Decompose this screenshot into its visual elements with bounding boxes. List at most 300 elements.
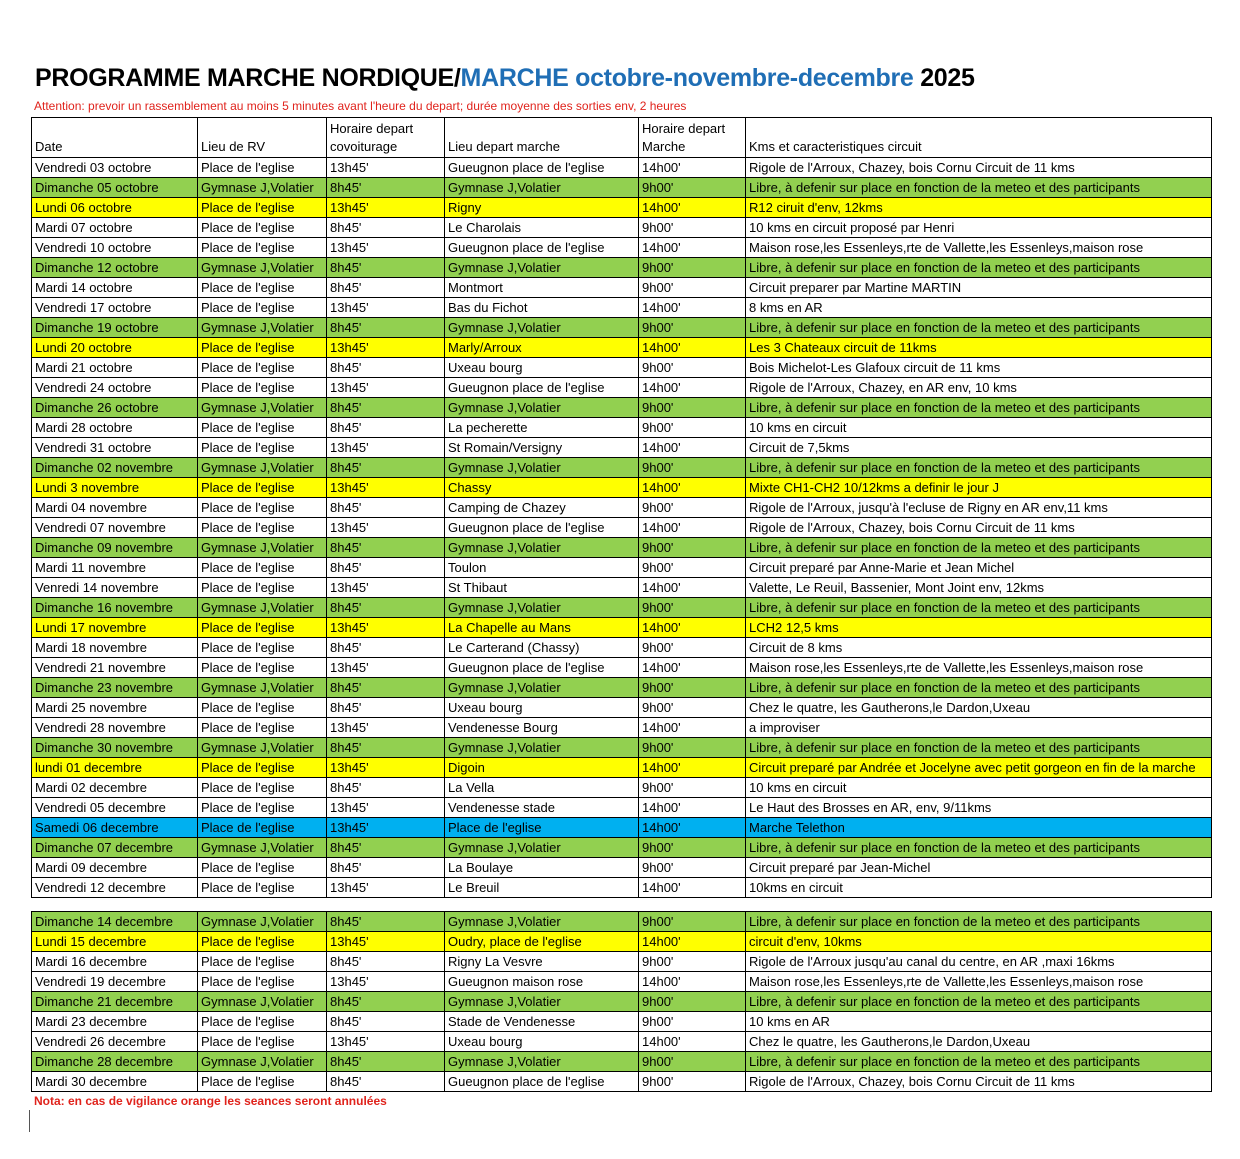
date-cell: Mardi 30 decembre — [32, 1072, 198, 1092]
lieu-depart-cell: Gymnase J,Volatier — [445, 678, 639, 698]
lieu-rv-cell: Place de l'eglise — [198, 798, 327, 818]
table-row — [32, 458, 1212, 478]
lieu-rv-cell: Gymnase J,Volatier — [198, 178, 327, 198]
date-cell: Dimanche 23 novembre — [32, 678, 198, 698]
lieu-rv-cell: Gymnase J,Volatier — [198, 258, 327, 278]
lieu-depart-cell: Marly/Arroux — [445, 338, 639, 358]
horaire-covoiturage-cell: 8h45' — [327, 458, 445, 478]
lieu-depart-cell: Rigny La Vesvre — [445, 952, 639, 972]
horaire-covoiturage-cell: 8h45' — [327, 398, 445, 418]
lieu-rv-cell: Place de l'eglise — [198, 158, 327, 178]
date-cell: lundi 01 decembre — [32, 758, 198, 778]
horaire-covoiturage-cell: 13h45' — [327, 298, 445, 318]
horaire-covoiturage-cell: 13h45' — [327, 338, 445, 358]
table-row — [32, 158, 1212, 178]
table-row — [32, 798, 1212, 818]
table-row — [32, 438, 1212, 458]
horaire-covoiturage-cell: 8h45' — [327, 258, 445, 278]
date-cell: Lundi 17 novembre — [32, 618, 198, 638]
date-cell: Lundi 20 octobre — [32, 338, 198, 358]
date-cell: Mardi 04 novembre — [32, 498, 198, 518]
date-cell: Mardi 21 octobre — [32, 358, 198, 378]
date-cell: Mardi 25 novembre — [32, 698, 198, 718]
horaire-marche-cell: 9h00' — [639, 318, 746, 338]
kms-cell: Libre, à defenir sur place en fonction de la meteo et des participants — [746, 992, 1212, 1012]
table-row — [32, 218, 1212, 238]
horaire-marche-cell: 14h00' — [639, 932, 746, 952]
horaire-covoiturage-cell: 8h45' — [327, 992, 445, 1012]
kms-cell: 10kms en circuit — [746, 878, 1212, 898]
table-row — [32, 278, 1212, 298]
lieu-rv-cell: Place de l'eglise — [198, 238, 327, 258]
lieu-depart-cell: Digoin — [445, 758, 639, 778]
kms-cell: Chez le quatre, les Gautherons,le Dardon,Uxeau — [746, 1032, 1212, 1052]
lieu-depart-cell: Vendenesse stade — [445, 798, 639, 818]
date-cell: Vendredi 21 novembre — [32, 658, 198, 678]
lieu-rv-cell: Place de l'eglise — [198, 778, 327, 798]
horaire-marche-cell: 9h00' — [639, 838, 746, 858]
table-row — [32, 838, 1212, 858]
schedule-table — [31, 117, 1212, 898]
table-row — [32, 912, 1212, 932]
horaire-marche-cell: 14h00' — [639, 478, 746, 498]
table-row — [32, 878, 1212, 898]
date-cell: Vendredi 03 octobre — [32, 158, 198, 178]
horaire-covoiturage-cell: 13h45' — [327, 878, 445, 898]
date-cell: Dimanche 30 novembre — [32, 738, 198, 758]
lieu-rv-cell: Place de l'eglise — [198, 518, 327, 538]
table-row — [32, 418, 1212, 438]
lieu-rv-cell: Place de l'eglise — [198, 858, 327, 878]
lieu-depart-cell: La pecherette — [445, 418, 639, 438]
horaire-covoiturage-cell: 8h45' — [327, 638, 445, 658]
table-row — [32, 398, 1212, 418]
lieu-rv-cell: Place de l'eglise — [198, 198, 327, 218]
horaire-marche-cell: 9h00' — [639, 1012, 746, 1032]
title-part2: MARCHE octobre-novembre-decembre — [460, 64, 914, 92]
horaire-covoiturage-cell: 13h45' — [327, 718, 445, 738]
lieu-depart-cell: Gueugnon place de l'eglise — [445, 238, 639, 258]
kms-cell: Bois Michelot-Les Glafoux circuit de 11 kms — [746, 358, 1212, 378]
lieu-depart-cell: Le Carterand (Chassy) — [445, 638, 639, 658]
lieu-depart-cell: Place de l'eglise — [445, 818, 639, 838]
lieu-rv-cell: Place de l'eglise — [198, 698, 327, 718]
lieu-depart-cell: Gueugnon place de l'eglise — [445, 1072, 639, 1092]
lieu-rv-cell: Place de l'eglise — [198, 932, 327, 952]
date-cell: Dimanche 07 decembre — [32, 838, 198, 858]
table-row — [32, 238, 1212, 258]
lieu-rv-cell: Place de l'eglise — [198, 218, 327, 238]
lieu-depart-cell: Gymnase J,Volatier — [445, 178, 639, 198]
table-row — [32, 758, 1212, 778]
horaire-covoiturage-cell: 13h45' — [327, 798, 445, 818]
horaire-covoiturage-cell: 8h45' — [327, 358, 445, 378]
lieu-rv-cell: Place de l'eglise — [198, 278, 327, 298]
table-row — [32, 678, 1212, 698]
kms-cell: Circuit preparer par Martine MARTIN — [746, 278, 1212, 298]
date-cell: Mardi 02 decembre — [32, 778, 198, 798]
date-cell: Vendredi 17 octobre — [32, 298, 198, 318]
nota-note: Nota: en cas de vigilance orange les seances seront annulées — [34, 1094, 387, 1108]
horaire-marche-cell: 14h00' — [639, 658, 746, 678]
horaire-marche-cell: 14h00' — [639, 718, 746, 738]
lieu-rv-cell: Place de l'eglise — [198, 498, 327, 518]
kms-cell: Rigole de l'Arroux, Chazey, bois Cornu Circuit de 11 kms — [746, 518, 1212, 538]
lieu-rv-cell: Place de l'eglise — [198, 338, 327, 358]
horaire-covoiturage-cell: 13h45' — [327, 198, 445, 218]
horaire-covoiturage-cell: 8h45' — [327, 678, 445, 698]
horaire-covoiturage-cell: 13h45' — [327, 578, 445, 598]
horaire-covoiturage-cell: 8h45' — [327, 538, 445, 558]
lieu-depart-cell: Gymnase J,Volatier — [445, 458, 639, 478]
lieu-depart-cell: St Thibaut — [445, 578, 639, 598]
kms-cell: Circuit de 7,5kms — [746, 438, 1212, 458]
date-cell: Mardi 09 decembre — [32, 858, 198, 878]
horaire-marche-cell: 9h00' — [639, 952, 746, 972]
kms-cell: LCH2 12,5 kms — [746, 618, 1212, 638]
table-row — [32, 972, 1212, 992]
kms-cell: Libre, à defenir sur place en fonction de la meteo et des participants — [746, 258, 1212, 278]
table-row — [32, 378, 1212, 398]
kms-cell: 10 kms en AR — [746, 1012, 1212, 1032]
kms-cell: Circuit preparé par Andrée et Jocelyne avec petit gorgeon en fin de la marche — [746, 758, 1212, 778]
date-cell: Dimanche 21 decembre — [32, 992, 198, 1012]
date-cell: Samedi 06 decembre — [32, 818, 198, 838]
lieu-depart-cell: Gymnase J,Volatier — [445, 912, 639, 932]
date-cell: Dimanche 12 octobre — [32, 258, 198, 278]
horaire-covoiturage-cell: 8h45' — [327, 1072, 445, 1092]
table-row — [32, 818, 1212, 838]
date-cell: Mardi 07 octobre — [32, 218, 198, 238]
lieu-rv-cell: Place de l'eglise — [198, 298, 327, 318]
horaire-marche-cell: 14h00' — [639, 338, 746, 358]
lieu-depart-cell: Rigny — [445, 198, 639, 218]
lieu-rv-cell: Gymnase J,Volatier — [198, 598, 327, 618]
horaire-marche-cell: 9h00' — [639, 598, 746, 618]
horaire-marche-cell: 14h00' — [639, 758, 746, 778]
horaire-marche-cell: 14h00' — [639, 518, 746, 538]
horaire-marche-cell: 9h00' — [639, 778, 746, 798]
lieu-rv-cell: Gymnase J,Volatier — [198, 458, 327, 478]
date-cell: Vendredi 07 novembre — [32, 518, 198, 538]
horaire-marche-cell: 14h00' — [639, 578, 746, 598]
horaire-marche-cell: 9h00' — [639, 698, 746, 718]
date-cell: Lundi 15 decembre — [32, 932, 198, 952]
table-row — [32, 498, 1212, 518]
kms-cell: Libre, à defenir sur place en fonction de la meteo et des participants — [746, 398, 1212, 418]
lieu-depart-cell: Gueugnon maison rose — [445, 972, 639, 992]
table-row — [32, 298, 1212, 318]
header-horaire-marche: Horaire depart Marche — [639, 118, 746, 158]
lieu-depart-cell: Vendenesse Bourg — [445, 718, 639, 738]
horaire-marche-cell: 9h00' — [639, 1052, 746, 1072]
kms-cell: Libre, à defenir sur place en fonction de la meteo et des participants — [746, 678, 1212, 698]
horaire-marche-cell: 9h00' — [639, 912, 746, 932]
lieu-depart-cell: Gymnase J,Volatier — [445, 538, 639, 558]
lieu-depart-cell: Chassy — [445, 478, 639, 498]
kms-cell: Les 3 Chateaux circuit de 11kms — [746, 338, 1212, 358]
lieu-depart-cell: Uxeau bourg — [445, 358, 639, 378]
kms-cell: Mixte CH1-CH2 10/12kms a definir le jour J — [746, 478, 1212, 498]
kms-cell: circuit d'env, 10kms — [746, 932, 1212, 952]
lieu-depart-cell: Uxeau bourg — [445, 698, 639, 718]
lieu-rv-cell: Place de l'eglise — [198, 378, 327, 398]
date-cell: Dimanche 05 octobre — [32, 178, 198, 198]
lieu-depart-cell: Le Breuil — [445, 878, 639, 898]
lieu-depart-cell: Le Charolais — [445, 218, 639, 238]
horaire-covoiturage-cell: 8h45' — [327, 738, 445, 758]
lieu-depart-cell: Gymnase J,Volatier — [445, 992, 639, 1012]
lieu-depart-cell: Gymnase J,Volatier — [445, 318, 639, 338]
kms-cell: Valette, Le Reuil, Bassenier, Mont Joint env, 12kms — [746, 578, 1212, 598]
lieu-rv-cell: Place de l'eglise — [198, 952, 327, 972]
horaire-marche-cell: 9h00' — [639, 558, 746, 578]
horaire-marche-cell: 14h00' — [639, 818, 746, 838]
lieu-rv-cell: Place de l'eglise — [198, 1012, 327, 1032]
date-cell: Dimanche 19 octobre — [32, 318, 198, 338]
kms-cell: Maison rose,les Essenleys,rte de Vallette,les Essenleys,maison rose — [746, 972, 1212, 992]
title-year: 2025 — [913, 64, 975, 92]
kms-cell: R12 ciruit d'env, 12kms — [746, 198, 1212, 218]
lieu-rv-cell: Place de l'eglise — [198, 558, 327, 578]
lieu-rv-cell: Place de l'eglise — [198, 658, 327, 678]
kms-cell: a improviser — [746, 718, 1212, 738]
kms-cell: Le Haut des Brosses en AR, env, 9/11kms — [746, 798, 1212, 818]
lieu-depart-cell: Uxeau bourg — [445, 1032, 639, 1052]
lieu-rv-cell: Place de l'eglise — [198, 878, 327, 898]
horaire-marche-cell: 9h00' — [639, 358, 746, 378]
kms-cell: Rigole de l'Arroux jusqu'au canal du centre, en AR ,maxi 16kms — [746, 952, 1212, 972]
horaire-covoiturage-cell: 13h45' — [327, 518, 445, 538]
lieu-depart-cell: Stade de Vendenesse — [445, 1012, 639, 1032]
horaire-covoiturage-cell: 8h45' — [327, 418, 445, 438]
horaire-covoiturage-cell: 8h45' — [327, 498, 445, 518]
table-row — [32, 718, 1212, 738]
lieu-rv-cell: Gymnase J,Volatier — [198, 538, 327, 558]
horaire-marche-cell: 9h00' — [639, 498, 746, 518]
kms-cell: Libre, à defenir sur place en fonction de la meteo et des participants — [746, 318, 1212, 338]
horaire-covoiturage-cell: 8h45' — [327, 278, 445, 298]
horaire-covoiturage-cell: 13h45' — [327, 972, 445, 992]
lieu-rv-cell: Gymnase J,Volatier — [198, 838, 327, 858]
lieu-depart-cell: Gueugnon place de l'eglise — [445, 518, 639, 538]
lieu-rv-cell: Gymnase J,Volatier — [198, 1052, 327, 1072]
lieu-depart-cell: Gueugnon place de l'eglise — [445, 378, 639, 398]
horaire-covoiturage-cell: 8h45' — [327, 952, 445, 972]
horaire-marche-cell: 9h00' — [639, 418, 746, 438]
header-horaire-covoiturage: Horaire depart covoiturage — [327, 118, 445, 158]
horaire-marche-cell: 9h00' — [639, 858, 746, 878]
lieu-rv-cell: Gymnase J,Volatier — [198, 738, 327, 758]
table-row — [32, 952, 1212, 972]
lieu-depart-cell: Camping de Chazey — [445, 498, 639, 518]
table-row — [32, 198, 1212, 218]
horaire-marche-cell: 9h00' — [639, 218, 746, 238]
horaire-covoiturage-cell: 13h45' — [327, 378, 445, 398]
date-cell: Venredi 14 novembre — [32, 578, 198, 598]
date-cell: Mardi 23 decembre — [32, 1012, 198, 1032]
table-row — [32, 658, 1212, 678]
kms-cell: Marche Telethon — [746, 818, 1212, 838]
date-cell: Lundi 3 novembre — [32, 478, 198, 498]
date-cell: Vendredi 10 octobre — [32, 238, 198, 258]
table-row — [32, 478, 1212, 498]
table-row — [32, 638, 1212, 658]
horaire-marche-cell: 14h00' — [639, 1032, 746, 1052]
date-cell: Vendredi 19 decembre — [32, 972, 198, 992]
horaire-covoiturage-cell: 13h45' — [327, 758, 445, 778]
horaire-marche-cell: 14h00' — [639, 158, 746, 178]
kms-cell: Circuit preparé par Jean-Michel — [746, 858, 1212, 878]
horaire-covoiturage-cell: 13h45' — [327, 438, 445, 458]
table-row — [32, 538, 1212, 558]
kms-cell: Rigole de l'Arroux, Chazey, bois Cornu Circuit de 11 kms — [746, 158, 1212, 178]
schedule-table-continued — [31, 911, 1212, 1092]
horaire-marche-cell: 14h00' — [639, 378, 746, 398]
horaire-covoiturage-cell: 13h45' — [327, 238, 445, 258]
horaire-covoiturage-cell: 13h45' — [327, 658, 445, 678]
table-row — [32, 358, 1212, 378]
table-row — [32, 1052, 1212, 1072]
kms-cell: Libre, à defenir sur place en fonction de la meteo et des participants — [746, 912, 1212, 932]
header-date: Date — [32, 118, 198, 158]
lieu-rv-cell: Gymnase J,Volatier — [198, 912, 327, 932]
lieu-rv-cell: Place de l'eglise — [198, 438, 327, 458]
date-cell: Dimanche 28 decembre — [32, 1052, 198, 1072]
date-cell: Vendredi 31 octobre — [32, 438, 198, 458]
date-cell: Dimanche 02 novembre — [32, 458, 198, 478]
lieu-rv-cell: Place de l'eglise — [198, 418, 327, 438]
kms-cell: 10 kms en circuit — [746, 418, 1212, 438]
date-cell: Dimanche 26 octobre — [32, 398, 198, 418]
date-cell: Mardi 16 decembre — [32, 952, 198, 972]
header-lieu-rv: Lieu de RV — [198, 118, 327, 158]
lieu-rv-cell: Place de l'eglise — [198, 1072, 327, 1092]
horaire-covoiturage-cell: 8h45' — [327, 838, 445, 858]
lieu-depart-cell: Gymnase J,Volatier — [445, 598, 639, 618]
horaire-covoiturage-cell: 8h45' — [327, 698, 445, 718]
horaire-marche-cell: 9h00' — [639, 258, 746, 278]
table-row — [32, 258, 1212, 278]
lieu-rv-cell: Place de l'eglise — [198, 972, 327, 992]
horaire-covoiturage-cell: 8h45' — [327, 598, 445, 618]
kms-cell: Libre, à defenir sur place en fonction de la meteo et des participants — [746, 738, 1212, 758]
lieu-rv-cell: Place de l'eglise — [198, 818, 327, 838]
horaire-covoiturage-cell: 8h45' — [327, 1012, 445, 1032]
table-row — [32, 1032, 1212, 1052]
lieu-depart-cell: Montmort — [445, 278, 639, 298]
horaire-covoiturage-cell: 13h45' — [327, 818, 445, 838]
kms-cell: Libre, à defenir sur place en fonction de la meteo et des participants — [746, 458, 1212, 478]
lieu-depart-cell: La Vella — [445, 778, 639, 798]
lieu-depart-cell: Gymnase J,Volatier — [445, 738, 639, 758]
kms-cell: Libre, à defenir sur place en fonction de la meteo et des participants — [746, 598, 1212, 618]
table-header-row — [32, 118, 1212, 158]
date-cell: Mardi 18 novembre — [32, 638, 198, 658]
lieu-depart-cell: La Boulaye — [445, 858, 639, 878]
kms-cell: Circuit de 8 kms — [746, 638, 1212, 658]
horaire-covoiturage-cell: 13h45' — [327, 1032, 445, 1052]
table-row — [32, 1012, 1212, 1032]
kms-cell: 8 kms en AR — [746, 298, 1212, 318]
kms-cell: 10 kms en circuit — [746, 778, 1212, 798]
lieu-depart-cell: Gueugnon place de l'eglise — [445, 658, 639, 678]
kms-cell: Maison rose,les Essenleys,rte de Vallette,les Essenleys,maison rose — [746, 658, 1212, 678]
lieu-rv-cell: Gymnase J,Volatier — [198, 992, 327, 1012]
horaire-covoiturage-cell: 8h45' — [327, 778, 445, 798]
table-row — [32, 698, 1212, 718]
lieu-rv-cell: Place de l'eglise — [198, 478, 327, 498]
lieu-depart-cell: Bas du Fichot — [445, 298, 639, 318]
lieu-depart-cell: Gymnase J,Volatier — [445, 258, 639, 278]
lieu-depart-cell: Gueugnon place de l'eglise — [445, 158, 639, 178]
kms-cell: Libre, à defenir sur place en fonction de la meteo et des participants — [746, 838, 1212, 858]
date-cell: Mardi 11 novembre — [32, 558, 198, 578]
kms-cell: Maison rose,les Essenleys,rte de Vallette,les Essenleys,maison rose — [746, 238, 1212, 258]
kms-cell: Rigole de l'Arroux, Chazey, bois Cornu Circuit de 11 kms — [746, 1072, 1212, 1092]
table-row — [32, 618, 1212, 638]
lieu-depart-cell: Gymnase J,Volatier — [445, 398, 639, 418]
kms-cell: Circuit preparé par Anne-Marie et Jean Michel — [746, 558, 1212, 578]
kms-cell: Libre, à defenir sur place en fonction de la meteo et des participants — [746, 1052, 1212, 1072]
date-cell: Mardi 14 octobre — [32, 278, 198, 298]
lieu-depart-cell: St Romain/Versigny — [445, 438, 639, 458]
table-row — [32, 558, 1212, 578]
lieu-rv-cell: Gymnase J,Volatier — [198, 678, 327, 698]
lieu-rv-cell: Place de l'eglise — [198, 358, 327, 378]
date-cell: Vendredi 26 decembre — [32, 1032, 198, 1052]
lieu-rv-cell: Place de l'eglise — [198, 718, 327, 738]
table-row — [32, 992, 1212, 1012]
date-cell: Dimanche 16 novembre — [32, 598, 198, 618]
horaire-marche-cell: 9h00' — [639, 992, 746, 1012]
horaire-covoiturage-cell: 8h45' — [327, 1052, 445, 1072]
horaire-marche-cell: 9h00' — [639, 738, 746, 758]
horaire-marche-cell: 9h00' — [639, 178, 746, 198]
horaire-covoiturage-cell: 13h45' — [327, 158, 445, 178]
date-cell: Vendredi 12 decembre — [32, 878, 198, 898]
table-row — [32, 738, 1212, 758]
date-cell: Vendredi 05 decembre — [32, 798, 198, 818]
kms-cell: Chez le quatre, les Gautherons,le Dardon,Uxeau — [746, 698, 1212, 718]
table-row — [32, 932, 1212, 952]
date-cell: Mardi 28 octobre — [32, 418, 198, 438]
horaire-marche-cell: 9h00' — [639, 638, 746, 658]
horaire-covoiturage-cell: 8h45' — [327, 912, 445, 932]
table-row — [32, 318, 1212, 338]
lieu-rv-cell: Place de l'eglise — [198, 618, 327, 638]
lieu-rv-cell: Gymnase J,Volatier — [198, 398, 327, 418]
horaire-covoiturage-cell: 8h45' — [327, 858, 445, 878]
horaire-marche-cell: 14h00' — [639, 438, 746, 458]
lieu-depart-cell: La Chapelle au Mans — [445, 618, 639, 638]
horaire-marche-cell: 9h00' — [639, 678, 746, 698]
horaire-covoiturage-cell: 13h45' — [327, 618, 445, 638]
date-cell: Lundi 06 octobre — [32, 198, 198, 218]
horaire-covoiturage-cell: 8h45' — [327, 178, 445, 198]
horaire-marche-cell: 14h00' — [639, 238, 746, 258]
horaire-marche-cell: 14h00' — [639, 198, 746, 218]
lieu-rv-cell: Gymnase J,Volatier — [198, 318, 327, 338]
table-row — [32, 578, 1212, 598]
table-row — [32, 338, 1212, 358]
horaire-marche-cell: 9h00' — [639, 538, 746, 558]
lieu-rv-cell: Place de l'eglise — [198, 638, 327, 658]
table-row — [32, 1072, 1212, 1092]
horaire-covoiturage-cell: 13h45' — [327, 478, 445, 498]
title-part1: PROGRAMME MARCHE NORDIQUE/ — [35, 64, 461, 92]
kms-cell: Libre, à defenir sur place en fonction de la meteo et des participants — [746, 538, 1212, 558]
